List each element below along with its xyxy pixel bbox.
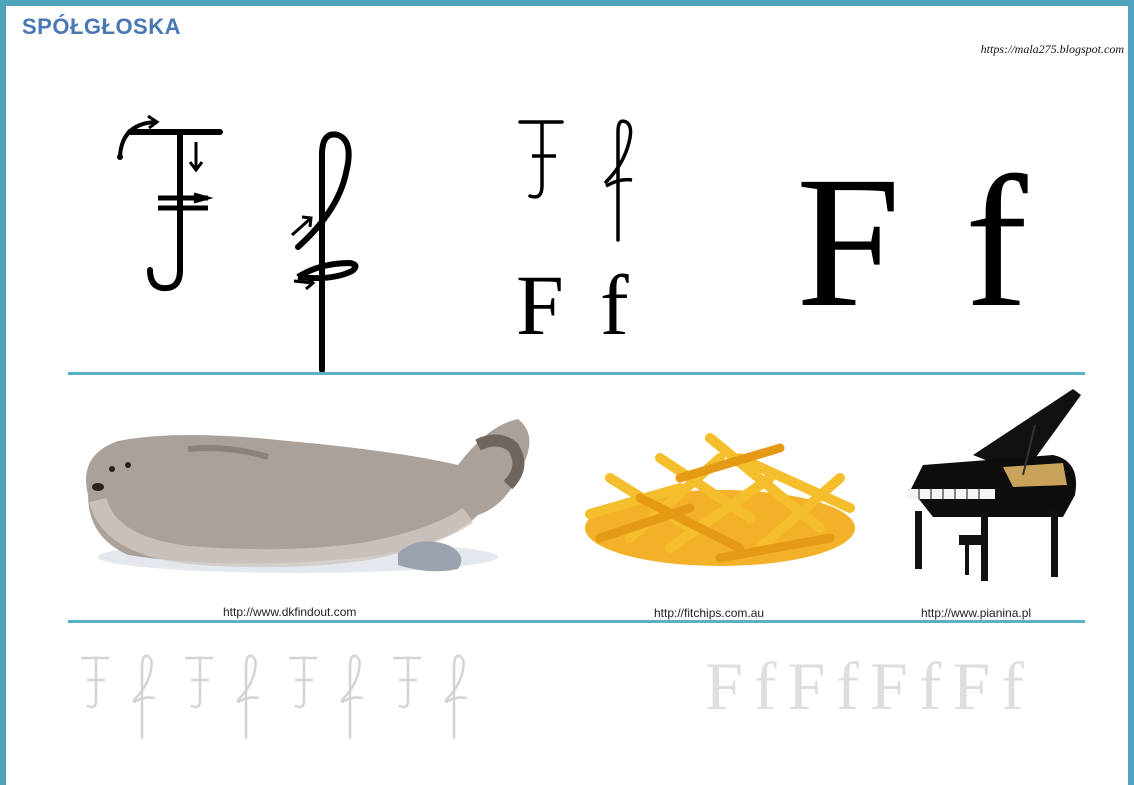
large-print-lowercase-f: f [965, 137, 1028, 346]
page-title: SPÓŁGŁOSKA [22, 14, 182, 39]
handwritten-practice-tracing [80, 652, 480, 747]
piano-image-caption: http://www.pianina.pl [921, 606, 1032, 620]
divider-top [68, 372, 1085, 375]
large-print-uppercase-f: F [796, 137, 901, 346]
seal-image [68, 405, 538, 585]
divider-bottom [68, 620, 1085, 623]
small-handwritten-f-pair [512, 116, 652, 246]
source-url: https://mala275.blogspot.com [980, 42, 1124, 56]
grand-piano-image [903, 385, 1083, 600]
small-print-lowercase-f: f [600, 257, 629, 353]
french-fries-image [570, 418, 870, 578]
handwritten-lowercase-f-guide [280, 125, 380, 375]
print-practice-tracing: F f F f F f F f [705, 648, 1024, 724]
fries-image-caption: http://fitchips.com.au [654, 606, 765, 620]
handwritten-uppercase-f-guide [110, 110, 250, 310]
seal-image-caption: http://www.dkfindout.com [223, 605, 357, 619]
small-print-uppercase-f: F [516, 257, 564, 353]
